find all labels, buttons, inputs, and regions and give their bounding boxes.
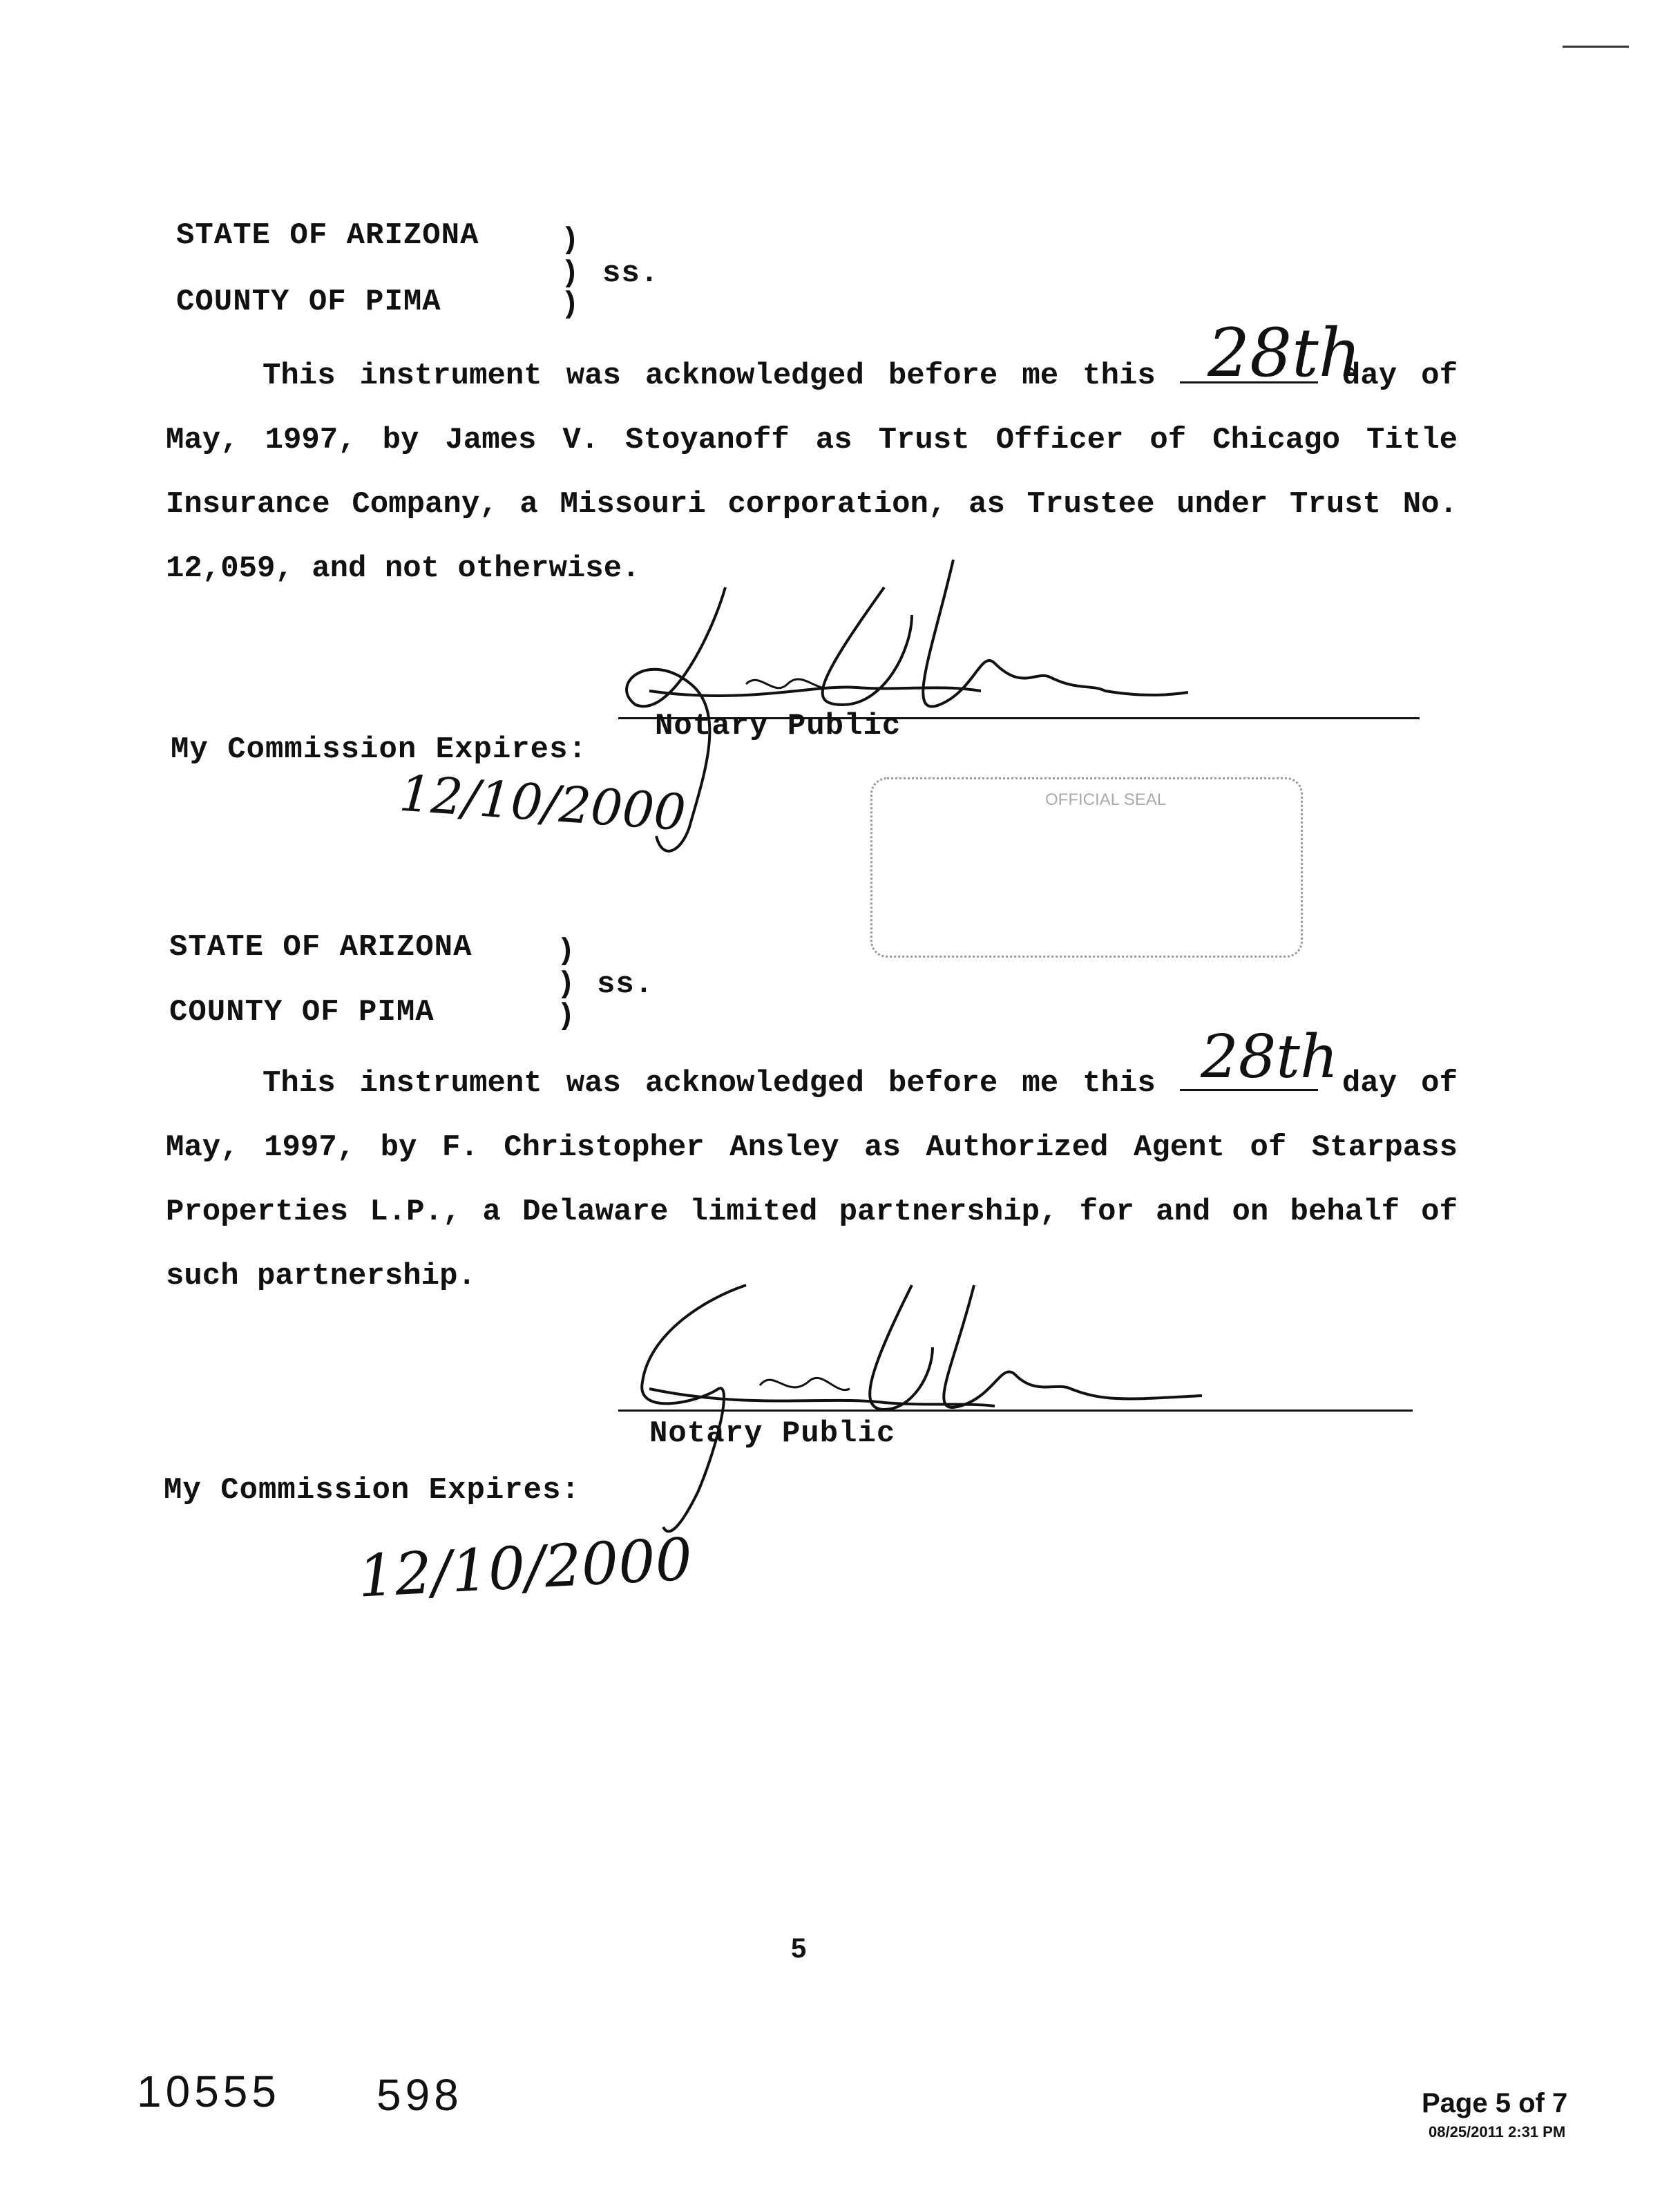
venue-paren-2a: ) bbox=[557, 934, 576, 969]
commission-date-1: 12/10/2000 bbox=[397, 763, 688, 842]
recording-page-number: 598 bbox=[376, 2070, 463, 2120]
handwritten-day-2: 28th bbox=[1201, 1023, 1339, 1092]
scan-mark bbox=[1563, 46, 1629, 48]
venue-paren-2c: ) bbox=[557, 999, 576, 1034]
ack-text-post-1: day of May, 1997, by James V. Stoyanoff as Trust Officer of Chicago Title Insurance Company, a Missouri corporation, as Trustee under Trust No. 12,059, and not otherwise. bbox=[166, 359, 1458, 586]
venue-county-1: COUNTY OF PIMA bbox=[176, 285, 441, 319]
venue-paren-1b: ) bbox=[561, 256, 580, 291]
seal-text: OFFICIAL SEAL bbox=[1045, 790, 1167, 809]
recording-book-number: 10555 bbox=[137, 2067, 280, 2116]
venue-paren-1c: ) bbox=[561, 287, 580, 322]
notary-signature-line-2 bbox=[618, 1410, 1413, 1412]
venue-paren-2b: ) bbox=[557, 967, 576, 1002]
notary-label-2: Notary Public bbox=[649, 1416, 896, 1451]
commission-label-1: My Commission Expires: bbox=[171, 732, 587, 767]
page-number: 5 bbox=[791, 1933, 807, 1964]
official-seal-stamp bbox=[870, 777, 1303, 958]
ack-text-pre-2: This instrument was acknowledged before me this bbox=[262, 1066, 1156, 1101]
ack-text-pre-1: This instrument was acknowledged before me this bbox=[262, 359, 1156, 393]
print-timestamp: 08/25/2011 2:31 PM bbox=[1429, 2123, 1566, 2141]
commission-label-2: My Commission Expires: bbox=[164, 1473, 580, 1508]
notary-label-1: Notary Public bbox=[655, 709, 901, 743]
venue-paren-1a: ) bbox=[561, 223, 580, 258]
venue-state-2: STATE OF ARIZONA bbox=[169, 930, 472, 965]
venue-state-1: STATE OF ARIZONA bbox=[176, 218, 479, 253]
handwritten-day-1: 28th bbox=[1208, 314, 1362, 392]
ack-text-post-2: day of May, 1997, by F. Christopher Ansley as Authorized Agent of Starpass Properties L.P., a Delaware limited partnership, for and on behalf of such partnership. bbox=[166, 1066, 1458, 1293]
venue-ss-2: ss. bbox=[597, 967, 654, 1002]
venue-ss-1: ss. bbox=[602, 256, 660, 291]
page-of-label: Page 5 of 7 bbox=[1422, 2088, 1568, 2118]
venue-county-2: COUNTY OF PIMA bbox=[169, 995, 435, 1029]
commission-date-2: 12/10/2000 bbox=[356, 1525, 694, 1611]
